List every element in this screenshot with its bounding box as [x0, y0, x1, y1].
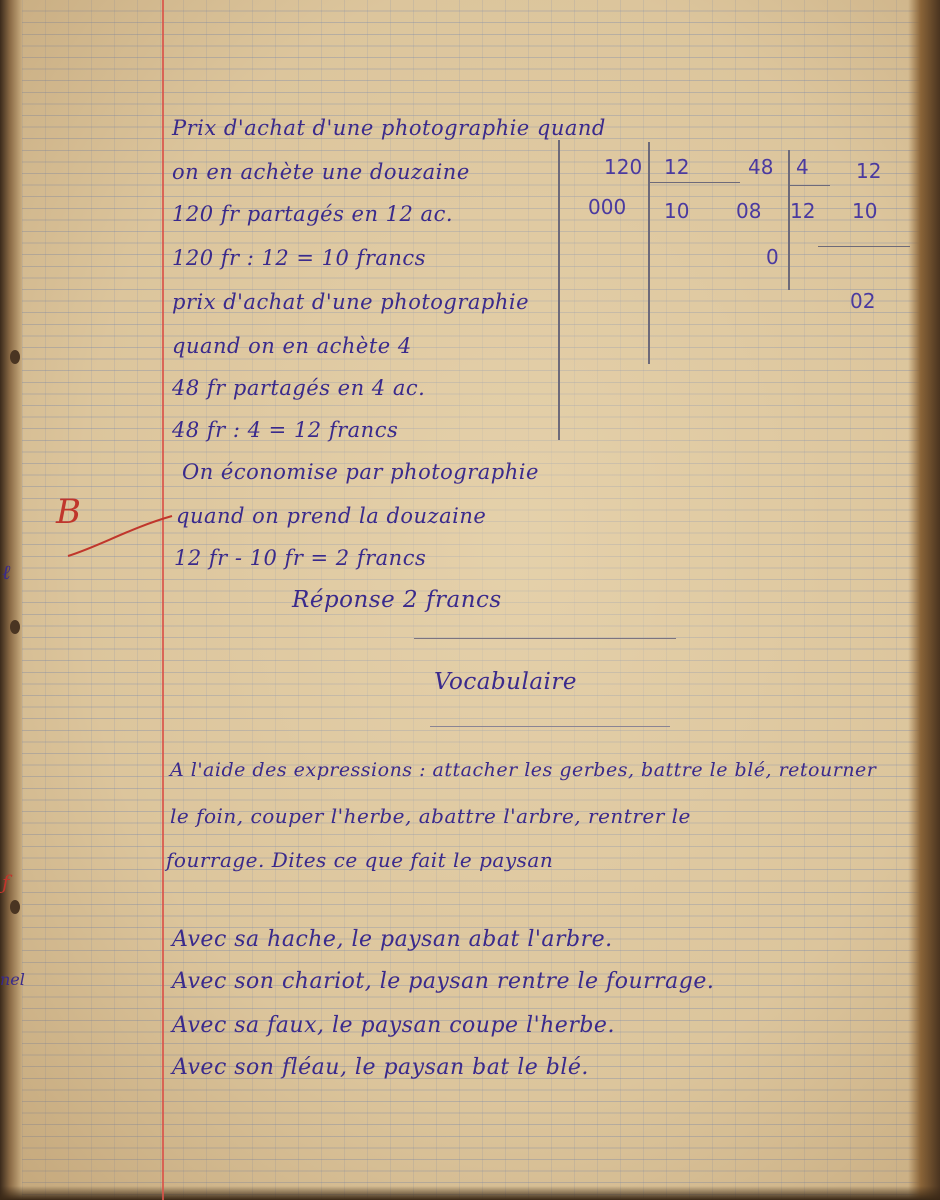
- division-1-dividend: 120: [604, 155, 643, 179]
- vocab-answer-line: Avec son fléau, le paysan bat le blé.: [172, 1055, 589, 1080]
- notebook-binding: [0, 0, 22, 1200]
- answer-line: Réponse 2 francs: [292, 587, 502, 613]
- page-right-edge: [908, 0, 940, 1200]
- problem-line: prix d'achat d'une photographie: [172, 290, 530, 314]
- left-red-scrawl: ƒ: [2, 870, 10, 894]
- problem-line: 48 fr : 4 = 12 francs: [172, 418, 399, 442]
- page-bottom-edge: [0, 1186, 940, 1200]
- division-2-quotient: 12: [790, 199, 816, 223]
- division-2-remainder: 0: [766, 245, 779, 269]
- subtraction-rule: [818, 246, 910, 247]
- division-1-remainder: 000: [588, 195, 627, 219]
- vocab-instruction-line: fourrage. Dites ce que fait le paysan: [166, 848, 554, 872]
- problem-line: On économise par photographie: [182, 460, 539, 484]
- division-2-dividend: 48: [748, 155, 774, 179]
- binding-hole: [10, 900, 20, 914]
- division-1-quotient: 10: [664, 199, 690, 223]
- calc-column-rule: [558, 140, 560, 440]
- problem-line: 48 fr partagés en 4 ac.: [172, 376, 426, 400]
- left-margin-scrawl: ℓ: [2, 560, 11, 584]
- division-2-divisor: 4: [796, 155, 809, 179]
- problem-line: 120 fr : 12 = 10 francs: [172, 246, 426, 270]
- section-separator: [414, 638, 676, 639]
- left-margin-fragment: nel: [0, 970, 25, 989]
- red-margin-line: [162, 0, 164, 1200]
- binding-hole: [10, 350, 20, 364]
- binding-hole: [10, 620, 20, 634]
- division-2-divisor-rule: [790, 185, 830, 186]
- division-1-bar: [648, 142, 650, 364]
- grade-mark-stroke: [60, 508, 180, 568]
- vocab-answer-line: Avec sa hache, le paysan abat l'arbre.: [172, 927, 613, 952]
- subtraction-minus: 10: [852, 199, 878, 223]
- problem-line: quand on prend la douzaine: [176, 504, 487, 528]
- vocab-title: Vocabulaire: [434, 669, 578, 695]
- problem-line: on en achète une douzaine: [172, 160, 470, 184]
- subtraction-result: 02: [850, 289, 876, 313]
- problem-line: Prix d'achat d'une photographie quand: [172, 116, 606, 140]
- vocab-instruction-line: le foin, couper l'herbe, abattre l'arbre, rentrer le: [170, 804, 691, 828]
- problem-line: quand on en achète 4: [172, 334, 412, 358]
- division-2-partial: 08: [736, 199, 762, 223]
- vocab-answer-line: Avec sa faux, le paysan coupe l'herbe.: [172, 1013, 615, 1038]
- division-1-divisor: 12: [664, 155, 690, 179]
- problem-line: 12 fr - 10 fr = 2 francs: [174, 546, 427, 570]
- grade-mark: B: [56, 492, 81, 532]
- problem-line: 120 fr partagés en 12 ac.: [172, 202, 454, 226]
- division-1-divisor-rule: [650, 182, 740, 183]
- vocab-title-underline: [430, 726, 670, 727]
- vocab-answer-line: Avec son chariot, le paysan rentre le fourrage.: [172, 969, 715, 994]
- vocab-instruction-line: A l'aide des expressions : attacher les gerbes, battre le blé, retourner: [170, 759, 877, 781]
- subtraction-top: 12: [856, 159, 882, 183]
